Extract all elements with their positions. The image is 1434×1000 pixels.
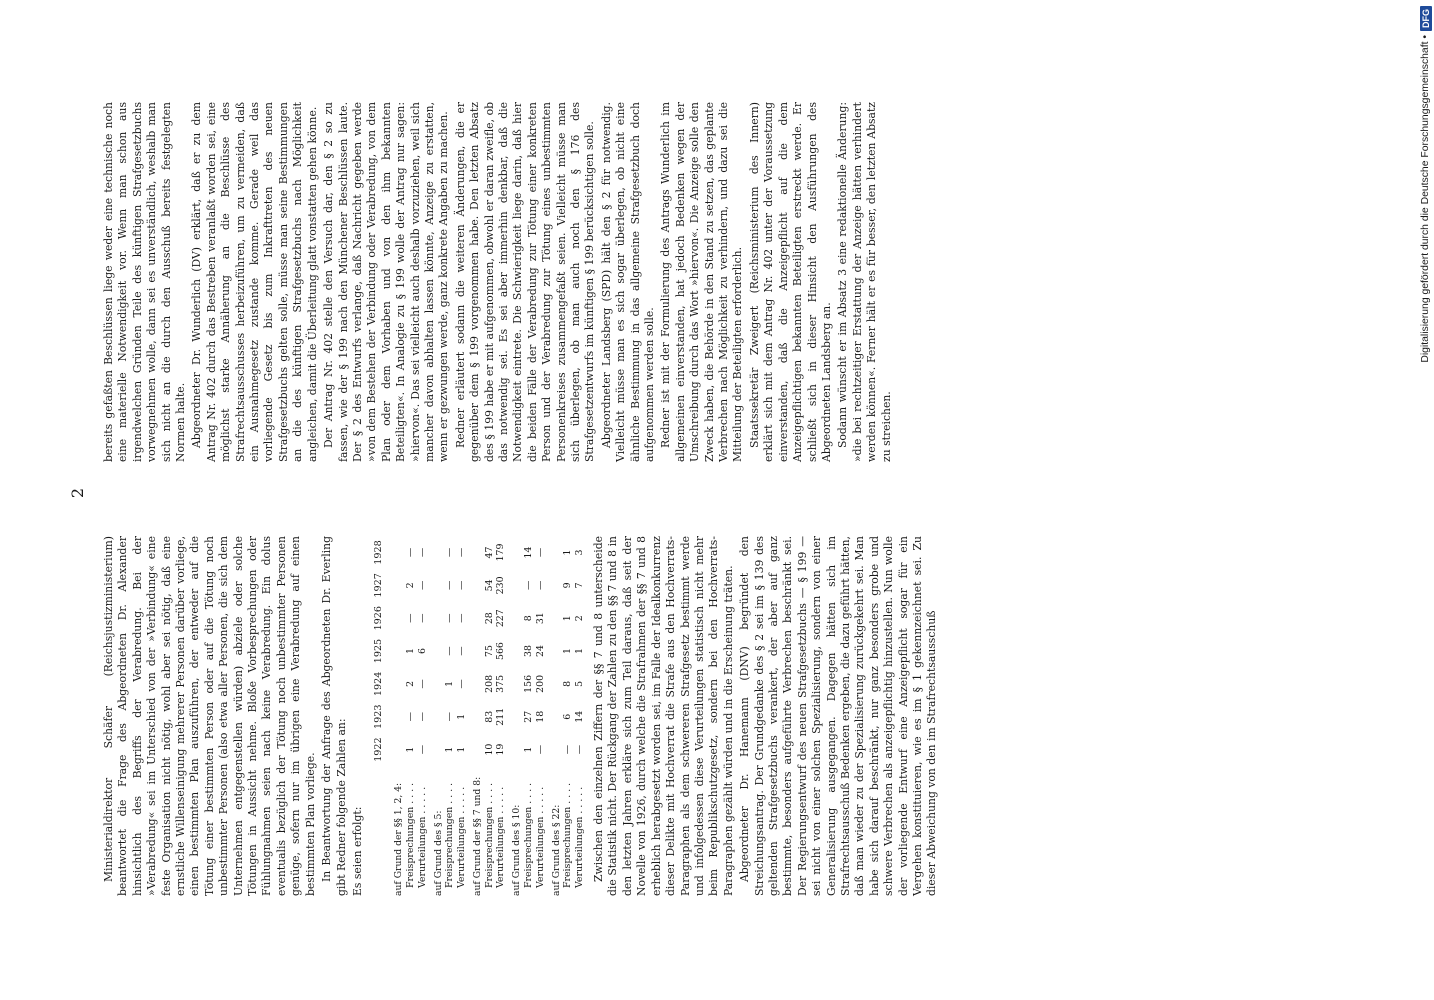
table-row (523, 536, 535, 896)
table-cell: 8 (523, 615, 535, 622)
table-row (417, 536, 429, 896)
table-cell: — (444, 547, 456, 558)
table-cell: 19 (495, 743, 507, 756)
table-group-heading: auf Grund der §§ 1, 2, 4: (393, 782, 405, 896)
table-cell: — (534, 547, 546, 558)
right-text-column (102, 102, 894, 462)
paragraph-hanemann-motion: Abgeordneter Dr. Hanemann (DNV) begründet den Streichungsantrag. Der Grundgedanke des § 2 sei im § 139 des geltenden Strafgesetzbuchs verankert, der aber auf ganz bestimmte, besonders aufgeführte Verbrechen beschränkt sei. Der Regierungsentwurf des neuen Strafgesetzbuchs — § 199 — sei nicht von einer solchen Spezialisierung, sondern von einer Generalisierung ausgegangen. Dagegen hätten sich im Strafrechtsausschuß Bedenken ergeben, die dazu geführt hätten, daß man wieder zu der Spezialisierung zurückgekehrt sei. Man habe sich darauf beschränkt, nur ganz besonders grobe und schwere Verbrechen als anzeigepflichtig hinzustellen. Nun wolle der vorliegende Entwurf eine Anzeigepflicht sogar für ein Vergehen konstituieren, wie es im § 1 gekennzeichnet sei. Zu dieser Abweichung von den im Strafrechtsausschuß (738, 536, 939, 896)
table-cell: 31 (534, 612, 546, 625)
left-text-column (102, 536, 940, 896)
table-cell: — (523, 580, 535, 591)
credit-text: Digitalisierung gefördert durch die Deutsche Forschungsgemeinschaft • (1420, 35, 1431, 363)
table-cell: 179 (495, 543, 507, 562)
paragraph-landsberg: Abgeordneter Landsberg (SPD) hält den § 2 für notwendig. Vielleicht müsse man es sich sogar überlegen, ob nicht eine ähnliche Bestimmung in das allgemeine Strafgesetzbuch doch aufgenommen werden solle. (599, 102, 657, 462)
table-cell: 14 (574, 710, 586, 723)
stats-intro: Es seien erfolgt: (350, 806, 364, 896)
year-header: 1922 (373, 737, 385, 762)
year-header: 1923 (373, 704, 385, 729)
table-row-label: Freisprechungen . . . . (404, 782, 416, 888)
table-cell: 28 (483, 612, 495, 625)
table-cell: 3 (574, 549, 586, 556)
table-cell: 1 (404, 746, 416, 753)
paragraph-antrag-402: Der Antrag Nr. 402 stelle den Versuch dar, den § 2 so zu fassen, wie der § 199 nach den Münchener Beschlüssen laute. Der § 2 des Entwurfs verlange, daß Nachricht gegeben werde »von dem Bestehen der Verbindung oder Verabredung, von dem Plan oder dem Vorhaben und von den ihm bekannten Beteiligten«. In Analogie zu § 199 wolle der Antrag nur sagen: »hiervon«. Das sei vielleicht auch deshalb vorzuziehen, weil sich mancher davon abhalten lassen könnte, Anzeige zu erstatten, wenn er gezwungen werde, ganz konkrete Angaben zu machen. (322, 102, 451, 462)
year-header: 1925 (373, 638, 385, 664)
statistics-table (373, 536, 586, 896)
table-cell: — (562, 744, 574, 755)
table-cell: 6 (562, 713, 574, 720)
digitization-credit (1418, 6, 1434, 666)
table-cell: — (416, 547, 428, 558)
paragraph-continuation: bereits gefaßten Beschlüssen liege weder eine technische noch eine materielle Notwendigkeit vor. Wenn man schon aus irgendwelchen Gründen Teile des künftigen Strafgesetzbuchs vorwegnehmen wolle, dann sei es unverständlich, weshalb man sich nicht an die durch den Ausschuß bereits festgelegten Normen halte. (102, 102, 188, 462)
table-cell: — (444, 712, 456, 722)
table-cell: — (416, 744, 428, 755)
year-header: 1927 (373, 573, 385, 598)
table-cell: 83 (483, 710, 495, 723)
paragraph-wunderlich: Abgeordneter Dr. Wunderlich (DV) erklärt, daß er zu dem Antrag Nr. 402 durch das Bestreben veranlaßt worden sei, eine möglichst starke Annäherung an die Beschlüsse des Strafrechtsausschusses herbeizuführen, um zu vermeiden, daß ein Ausnahmegesetz zustande komme. Gerade weil das vorliegende Gesetz bis zum Inkrafttreten des neuen Strafgesetzbuchs gelten solle, müsse man seine Bestimmungen an die des künftigen Strafgesetzbuchs nach Möglichkeit angleichen, damit die Überleitung glatt vonstatten gehen könne. (190, 102, 319, 462)
table-cell: 54 (483, 579, 495, 592)
table-row (405, 536, 417, 896)
year-header: 1928 (373, 540, 385, 565)
table-row-label: Verurteilungen . . . . . (456, 786, 468, 888)
table-cell: 6 (416, 648, 428, 655)
paragraph-redner-formulierung: Redner ist mit der Formulierung des Antrags Wunderlich im allgemeinen einverstanden, hat jedoch Bedenken wegen der Umschreibung durch das Wort »hiervon«. Die Anzeige solle den Zweck haben, die Behörde in den Stand zu setzen, das geplante Verbrechen nach Möglichkeit zu verhindern, und dazu sei die Mitteilung der Beteiligten erforderlich. (659, 102, 745, 462)
table-cell: 38 (523, 645, 535, 658)
table-row-label: Freisprechungen . . . . (444, 782, 456, 888)
table-cell: 1 (523, 746, 535, 753)
year-header: 1924 (373, 671, 385, 697)
table-group-heading-row (468, 536, 484, 896)
paragraph-statistics-explanation: Zwischen den einzelnen Ziffern der §§ 7 und 8 unterscheide die Statistik nicht. Der Rückgang der Zahlen zu den §§ 7 und 8 in den letzten Jahren erkläre sich zum Teil daraus, daß seit der Novelle von 1926, durch welche die Strafrahmen der §§ 7 und 8 erheblich herabgesetzt worden sei, im Falle der Idealkonkurrenz dieser Delikte mit Hochverrat die Strafe aus den Hochverrats-Paragraphen als dem schwereren Strafgesetz bestimmt werde und infolgedessen diese Verurteilungen statistisch nicht mehr beim Republikschutzgesetz, sondern bei den Hochverrats-Paragraphen gezählt würden und in die Erscheinung träten. (592, 536, 735, 896)
table-cell: 1 (404, 648, 416, 655)
table-row-label: Verurteilungen . . . . . (416, 786, 428, 888)
table-cell: 1 (444, 680, 456, 687)
table-cell: 47 (483, 546, 495, 559)
table-group-heading-row (507, 536, 523, 896)
table-cell: 1 (562, 615, 574, 622)
table-row (484, 536, 496, 896)
paragraph-absatz-3: Sodann wünscht er im Absatz 3 eine redaktionelle Änderung: »die bei rechtzeitiger Erstattung der Anzeige hätten verhindert werden können«. Ferner hält er es für besser, den letzten Absatz zu streichen. (836, 102, 893, 462)
table-cell: 566 (495, 642, 507, 660)
table-cell: 375 (495, 674, 507, 693)
table-cell: 1 (562, 549, 574, 556)
table-cell: 24 (534, 645, 546, 658)
table-cell: 1 (444, 746, 456, 753)
table-group-heading-row (547, 536, 563, 896)
table-group-heading-row (429, 536, 445, 896)
table-row (444, 536, 456, 896)
table-cell: — (404, 712, 416, 722)
table-header-row (373, 536, 389, 896)
table-cell: — (456, 679, 468, 689)
table-cell: 1 (456, 746, 468, 753)
table-cell: 2 (404, 582, 416, 589)
table-cell: — (456, 547, 468, 558)
table-cell: 2 (574, 615, 586, 622)
table-cell: 9 (562, 582, 574, 589)
year-header: 1926 (373, 606, 385, 631)
table-group-heading: auf Grund des § 5: (432, 810, 444, 896)
table-cell: — (574, 744, 586, 755)
table-cell: — (456, 646, 468, 656)
table-cell: — (416, 580, 428, 591)
paragraph-redner-aenderungen: Redner erläutert sodann die weiteren Änderungen, die er gegenüber dem § 199 vorgenommen habe. Den letzten Absatz des § 199 habe er mit aufgenommen, obwohl er daran zweifle, ob das notwendig sei. Es sei aber immerhin denkbar, daß die Notwendigkeit eintrete. Die Schwierigkeit liege darin, daß hier die beiden Fälle der Verabredung zur Tötung einer konkreten Person und der Verabredung zur Tötung eines unbestimmten Personenkreises zusammengefaßt seien. Vielleicht müsse man sich überlegen, ob man auch noch den § 176 des Strafgesetzentwurfs im künftigen § 199 berücksichtigen solle. (453, 102, 597, 462)
table-cell: 208 (483, 674, 495, 693)
table-group-heading-row (389, 536, 405, 896)
table-cell: 18 (534, 710, 546, 723)
table-cell: 227 (495, 609, 507, 628)
table-row (574, 536, 586, 896)
table-cell: — (534, 744, 546, 755)
table-cell: 230 (495, 576, 507, 595)
table-row-label: Verurteilungen . . . . . (495, 786, 507, 888)
table-cell: 10 (483, 743, 495, 756)
table-cell: 1 (574, 648, 586, 655)
table-cell: — (456, 580, 468, 591)
paragraph-everling-answer: In Beantwortung der Anfrage des Abgeordneten Dr. Everling gibt Redner folgende Zahlen an: (320, 536, 348, 896)
table-cell: — (416, 712, 428, 722)
table-group-heading: auf Grund des § 22: (550, 804, 562, 896)
table-row (562, 536, 574, 896)
table-cell: 1 (456, 713, 468, 720)
table-cell: 14 (523, 546, 535, 559)
table-cell: — (404, 547, 416, 558)
table-row-label: Verurteilungen . . . . . (534, 786, 546, 888)
table-cell: 2 (404, 680, 416, 687)
table-cell: — (444, 580, 456, 591)
table-cell: 211 (495, 707, 507, 726)
table-row-label: Freisprechungen . . . . (523, 782, 535, 888)
table-cell: 27 (523, 710, 535, 723)
table-cell: 200 (534, 674, 546, 693)
paragraph-zweigert: Staatssekretär Zweigert (Reichsministerium des Innern) erklärt sich mit dem Antrag Nr. 402 unter der Voraussetzung einverstanden, daß die Anzeigepflicht auf die dem Anzeigepflichtigen bekannten Beteiligten erstreckt werde. Er schließt sich in dieser Hinsicht den Ausführungen des Abgeordneten Landsberg an. (747, 102, 833, 462)
table-row (535, 536, 547, 896)
table-cell: — (444, 646, 456, 656)
table-cell: — (534, 580, 546, 591)
table-cell: 75 (483, 645, 495, 658)
table-cell: 5 (574, 680, 586, 687)
table-group-heading: auf Grund des § 10: (511, 804, 523, 896)
table-cell: — (444, 613, 456, 623)
table-group-heading: auf Grund der §§ 7 und 8: (471, 776, 483, 896)
table-cell: — (416, 679, 428, 689)
dfg-logo: DFG (1420, 6, 1432, 31)
table-cell: 156 (523, 674, 535, 693)
table-row-label: Freisprechungen . . . . (483, 782, 495, 888)
page-number: 2 (68, 487, 87, 499)
table-header-blank (373, 766, 389, 896)
table-cell: — (416, 613, 428, 623)
statistics-table-body (389, 536, 586, 896)
table-cell: — (456, 613, 468, 623)
table-row (495, 536, 507, 896)
paragraph-schaefer-definition: Ministerialdirektor Schäfer (Reichsjustizministerium) beantwortet die Frage des Abgeordneten Dr. Alexander hinsichtlich des Begriffs der Verabredung. Bei der »Verabredung« sei im Unterschied von der »Verbindung« eine feste Organisation nicht nötig, wohl aber sei nötig, daß eine ernstliche Willenseinigung mehrerer Personen darüber vorliege, einen bestimmten Plan auszuführen, der entweder auf die Tötung einer bestimmten Person oder auf die Tötung noch unbestimmter Personen (also etwa aller Personen, die sich dem Unternehmen entgegenstellen würden) abziele oder solche Tötungen in Aussicht nehme. Bloße Vorbesprechungen oder Fühlungnahmen seien nach keine Verabredung. Ein dolus eventualis bezüglich der Tötung noch unbestimmter Personen genüge, sofern nur im übrigen eine Verabredung auf einen bestimmten Plan vorliege. (102, 536, 317, 896)
table-row-label: Verurteilungen . . . . . (574, 786, 586, 888)
table-row-label: Freisprechungen . . . . (562, 782, 574, 888)
table-cell: — (404, 613, 416, 623)
table-cell: 1 (562, 648, 574, 655)
table-cell: 8 (562, 680, 574, 687)
table-row (456, 536, 468, 896)
table-cell: 7 (574, 582, 586, 589)
